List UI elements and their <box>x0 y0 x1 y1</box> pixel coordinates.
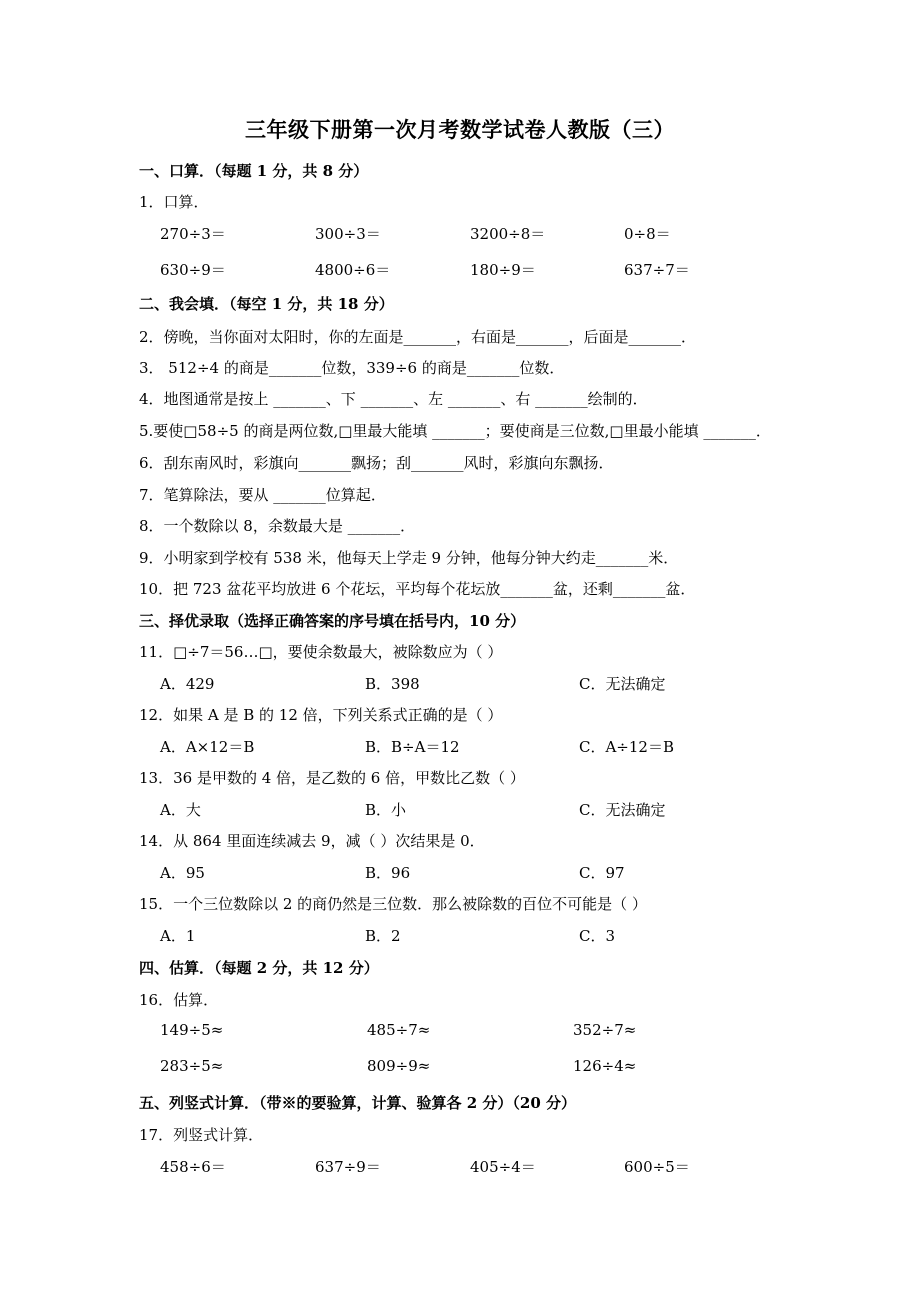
estimate-item: 352÷7≈ <box>573 1021 637 1039</box>
calc-item: 458÷6＝ <box>160 1158 226 1176</box>
question-17: 17．列竖式计算． <box>139 1126 264 1144</box>
question-9: 9．小明家到学校有 538 米，他每天上学走 9 分钟，他每分钟大约走_______米． <box>139 549 679 567</box>
calc-item: 270÷3＝ <box>160 225 226 243</box>
option-c: C．3 <box>579 927 616 945</box>
option-b: B．2 <box>365 927 401 945</box>
estimate-item: 485÷7≈ <box>367 1021 431 1039</box>
option-c: C．无法确定 <box>579 675 666 693</box>
estimate-item: 283÷5≈ <box>160 1057 224 1075</box>
option-a: A．A×12＝B <box>160 738 255 756</box>
question-15: 15．一个三位数除以 2 的商仍然是三位数．那么被除数的百位不可能是（ ） <box>139 895 647 913</box>
calc-item: 637÷9＝ <box>315 1158 381 1176</box>
question-5: 5.要使□58÷5 的商是两位数,□里最大能填 _______；要使商是三位数,□里最小能填 _______． <box>139 422 771 440</box>
calc-item: 300÷3＝ <box>315 225 381 243</box>
option-c: C．A÷12＝B <box>579 738 674 756</box>
estimate-item: 809÷9≈ <box>367 1057 431 1075</box>
option-b: B．398 <box>365 675 420 693</box>
calc-item: 405÷4＝ <box>470 1158 536 1176</box>
section-3-header: 三、择优录取（选择正确答案的序号填在括号内，10 分） <box>139 612 526 630</box>
option-c: C．无法确定 <box>579 801 666 819</box>
option-b: B．B÷A＝12 <box>365 738 460 756</box>
option-a: A．1 <box>160 927 196 945</box>
question-2: 2．傍晚，当你面对太阳时，你的左面是_______，右面是_______，后面是_______． <box>139 328 697 346</box>
section-5-header: 五、列竖式计算．（带※的要验算，计算、验算各 2 分）（20 分） <box>139 1094 576 1112</box>
question-14: 14．从 864 里面连续减去 9，减（ ）次结果是 0． <box>139 832 485 850</box>
question-10: 10．把 723 盆花平均放进 6 个花坛，平均每个花坛放_______盆，还剩_______盆． <box>139 580 696 598</box>
question-12: 12．如果 A 是 B 的 12 倍，下列关系式正确的是（ ） <box>139 706 503 724</box>
question-4: 4．地图通常是按上 _______、下 _______、左 _______、右 _______绘制的． <box>139 390 648 408</box>
option-b: B．小 <box>365 801 407 819</box>
calc-item: 0÷8＝ <box>624 225 671 243</box>
calc-item: 600÷5＝ <box>624 1158 690 1176</box>
calc-item: 637÷7＝ <box>624 261 690 279</box>
option-a: A．95 <box>160 864 205 882</box>
estimate-item: 149÷5≈ <box>160 1021 224 1039</box>
question-7: 7．笔算除法，要从 _______位算起． <box>139 486 386 504</box>
question-3: 3． 512÷4 的商是_______位数，339÷6 的商是_______位数． <box>139 359 565 377</box>
calc-item: 180÷9＝ <box>470 261 536 279</box>
section-2-header: 二、我会填．（每空 1 分，共 18 分） <box>139 295 394 313</box>
calc-item: 3200÷8＝ <box>470 225 546 243</box>
question-11: 11．□÷7＝56…□，要使余数最大，被除数应为（ ） <box>139 643 503 661</box>
option-b: B．96 <box>365 864 411 882</box>
question-6: 6．刮东南风时，彩旗向_______飘扬；刮_______风时，彩旗向东飘扬． <box>139 454 614 472</box>
section-1-header: 一、口算．（每题 1 分，共 8 分） <box>139 162 369 180</box>
option-c: C．97 <box>579 864 625 882</box>
question-13: 13．36 是甲数的 4 倍，是乙数的 6 倍，甲数比乙数（ ） <box>139 769 525 787</box>
question-1: 1．口算． <box>139 193 209 211</box>
option-a: A．429 <box>160 675 215 693</box>
question-16: 16．估算． <box>139 991 219 1009</box>
option-a: A．大 <box>160 801 201 819</box>
page-title: 三年级下册第一次月考数学试卷人教版（三） <box>245 117 675 142</box>
question-8: 8．一个数除以 8，余数最大是 _______． <box>139 517 416 535</box>
calc-item: 630÷9＝ <box>160 261 226 279</box>
section-4-header: 四、估算．（每题 2 分，共 12 分） <box>139 959 379 977</box>
calc-item: 4800÷6＝ <box>315 261 391 279</box>
estimate-item: 126÷4≈ <box>573 1057 637 1075</box>
